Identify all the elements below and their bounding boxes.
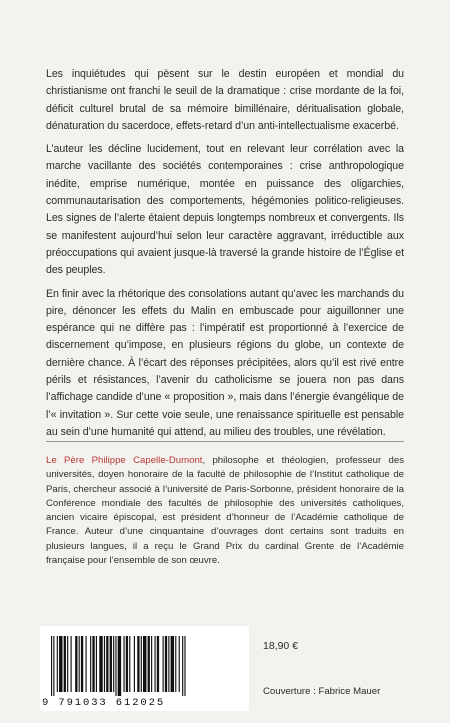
- author-name: Le Père Philippe Capelle-Dumont: [46, 455, 203, 466]
- section-divider: [46, 441, 404, 442]
- cover-credit: Couverture : Fabrice Mauer: [263, 686, 381, 697]
- isbn-number: 9 791033 612025: [42, 697, 166, 709]
- price: 18,90 €: [263, 640, 299, 652]
- blurb-paragraph-2: L’auteur les décline lucidement, tout en relevant leur corrélation avec la marche vacillante des sociétés contemporaines : crise anthropologique inédite, emprise numérique, montée en puissance des oligarchies, communautarisation des comportements, hégémonies politico-religieuses. Les signes de l’alerte étaient depuis longtemps nombreux et convergents. Ils se manifestent aujourd’hui selon leur caractère aggravant, irréductible aux préoccupations qui avaient jusque-là traversé la grande histoire de l’Église et des peuples.: [46, 143, 404, 277]
- author-bio-text: , philosophe et théologien, professeur des universités, doyen honoraire de la faculté de philosophie de l’Institut catholique de Paris, chercheur associé à l’université de Paris-Sorbonne, président honoraire de la Conférence mondiale des facultés de philosophie des universités catholiques, ancien vicaire épiscopal, est président d’honneur de l’Académie catholique de France. Auteur d’une cinquantaine d’ouvrages dont certains sont traduits en plusieurs langues, il a reçu le Grand Prix du cardinal Grente de l’Académie française pour l’ensemble de son œuvre.: [46, 455, 405, 567]
- back-cover-blurb: [46, 66, 404, 441]
- blurb-paragraph-3: En finir avec la rhétorique des consolations autant qu’avec les marchands du pire, dénoncer les effets du Malin en embuscade pour aiguillonner une espérance qui ne diffère pas : l’impératif est proportionné à l’exercice de discernement qu’impose, en plusieurs régions du globe, un contexte de dernière chance. À l’écart des réponses précipitées, alors qu’il est rivé entre périls et résistances, l’avenir du catholicisme se jouera non pas dans l’affichage candide d’une « proposition », mais dans l’énergie évangélique de l’« invitation ». Sur cette voie seule, une renaissance spirituelle est pensable au sein d’une humanité qui attend, au milieu des troubles, une révélation.: [46, 287, 404, 438]
- author-bio: [46, 454, 404, 568]
- blurb-paragraph-1: Les inquiétudes qui pèsent sur le destin européen et mondial du christianisme ont franchi le seuil de la dramatique : crise mordante de la foi, déficit culturel brutal de sa mémoire bimillénaire, déritualisation globale, dénaturation du sacerdoce, effets-retard d’un anti-intellectualisme exacerbé.: [46, 68, 404, 132]
- barcode-bars: [45, 636, 244, 696]
- barcode: [40, 626, 249, 711]
